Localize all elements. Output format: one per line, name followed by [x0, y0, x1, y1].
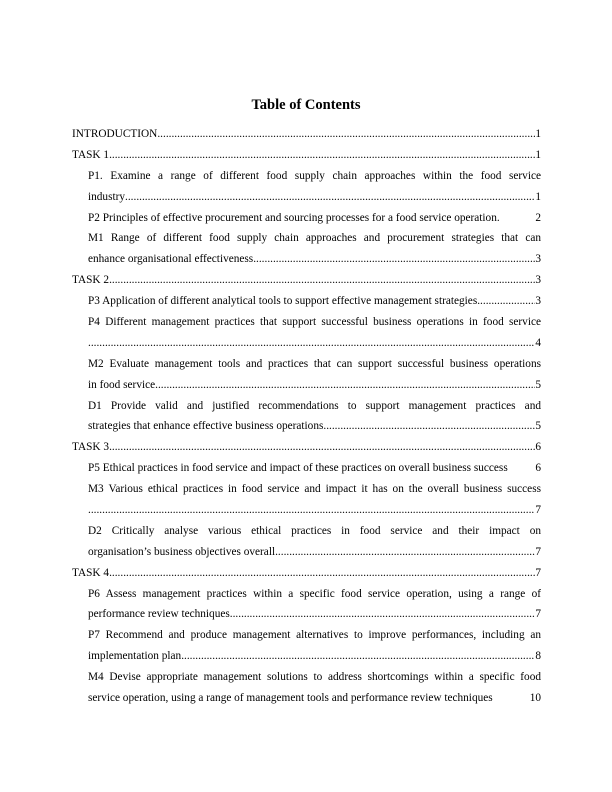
toc-title: Table of Contents	[251, 97, 361, 113]
dot-leader	[125, 187, 535, 208]
toc-entry-task-4[interactable]	[72, 563, 541, 584]
toc-page-number: 1	[535, 128, 541, 140]
toc-entry-text: P5 Ethical practices in food service and impact of these practices on overall business success	[88, 462, 508, 475]
toc-entry-text: INTRODUCTION	[72, 128, 158, 140]
toc-entry-p6-line2[interactable]	[72, 604, 541, 625]
toc-entry-m3-line1[interactable]: M3 Various ethical practices in food service and impact it has on the overall business success	[88, 483, 541, 496]
toc-entry-d1-line1[interactable]: D1 Provide valid and justified recommendations to support management practices and	[88, 399, 541, 412]
toc-entry-p2[interactable]	[72, 208, 541, 229]
toc-entry-text: P3 Application of different analytical tools to support effective management strategies	[88, 295, 478, 308]
toc-entry-p7-line2[interactable]	[72, 646, 541, 667]
toc-entry-m3-line2[interactable]	[72, 500, 541, 521]
toc-entry-m4-line2[interactable]	[72, 688, 541, 709]
toc-page-number: 3	[535, 274, 541, 287]
toc-entry-p4-line1[interactable]: P4 Different management practices that support successful business operations in food service	[88, 316, 541, 329]
dot-leader	[155, 375, 535, 396]
toc-page-number: 5	[535, 378, 541, 391]
dot-leader	[253, 249, 535, 270]
toc-page-number: 7	[535, 566, 541, 579]
dot-leader	[323, 416, 535, 437]
toc-page-number: 3	[535, 295, 541, 308]
toc-entry-m1-line1[interactable]: M1 Range of different food supply chain approaches and procurement strategies that can	[88, 232, 541, 245]
toc-page-number: 3	[535, 253, 541, 266]
toc-page-number: 2	[535, 211, 541, 224]
dot-leader	[157, 124, 535, 145]
toc-entry-p1-line1[interactable]: P1. Examine a range of different food supply chain approaches within the food service	[88, 169, 541, 182]
toc-entry-task-3[interactable]	[72, 437, 541, 458]
toc-entry-d1-line2[interactable]	[72, 416, 541, 437]
toc-entry-p1-line2[interactable]	[72, 187, 541, 208]
toc-page-number: 5	[535, 420, 541, 433]
toc-entry-text: performance review techniques	[88, 608, 230, 621]
toc-entry-p3[interactable]	[72, 291, 541, 312]
toc-entry-m2-line1[interactable]: M2 Evaluate management tools and practices that can support successful business operations	[88, 357, 541, 370]
toc-entry-introduction[interactable]	[72, 124, 541, 145]
toc-entry-text: in food service	[88, 378, 156, 391]
toc-entry-text: organisation’s business objectives overall	[88, 545, 276, 558]
toc-page-number: 7	[535, 504, 541, 517]
toc-page-number: 6	[535, 462, 541, 475]
toc-page-number: 1	[535, 148, 541, 161]
toc-entry-m4-line1[interactable]: M4 Devise appropriate management solutions to address shortcomings within a specific food	[88, 671, 541, 684]
dot-leader	[230, 604, 536, 625]
toc-entry-text: TASK 1	[72, 148, 110, 161]
toc-page-number: 7	[535, 545, 541, 558]
toc-entry-text: enhance organisational effectiveness	[88, 253, 254, 266]
dot-leader	[275, 542, 535, 563]
dot-leader	[88, 333, 535, 354]
toc-page-number: 7	[535, 608, 541, 621]
dot-leader	[109, 270, 535, 291]
dot-leader	[181, 646, 535, 667]
toc-page-number: 1	[535, 190, 541, 203]
dot-leader	[109, 145, 535, 166]
toc-entry-d2-line1[interactable]: D2 Critically analyse various ethical practices in food service and their impact on	[88, 524, 541, 537]
toc-entry-task-2[interactable]	[72, 270, 541, 291]
dot-leader	[88, 500, 535, 521]
toc-entry-p6-line1[interactable]: P6 Assess management practices within a specific food service operation, using a range of	[88, 587, 541, 600]
dot-leader	[109, 437, 535, 458]
toc-entry-m2-line2[interactable]	[72, 375, 541, 396]
toc-entry-text: implementation plan	[88, 650, 182, 663]
toc-entry-d2-line2[interactable]	[72, 542, 541, 563]
toc-entry-text: strategies that enhance effective business operations	[88, 420, 324, 433]
toc-entry-text: P2 Principles of effective procurement and sourcing processes for a food service operation.	[88, 211, 500, 224]
toc-page-number: 10	[529, 692, 541, 705]
toc-entry-task-1[interactable]	[72, 145, 541, 166]
toc-entry-text: TASK 2	[72, 274, 110, 287]
toc-entry-text: TASK 3	[72, 441, 110, 454]
table-of-contents	[72, 124, 541, 709]
toc-page-number: 8	[535, 650, 541, 663]
toc-page-number: 4	[535, 336, 541, 349]
toc-entry-p5[interactable]	[72, 458, 541, 479]
dot-leader	[109, 563, 535, 584]
toc-entry-p7-line1[interactable]: P7 Recommend and produce management alternatives to improve performances, including an	[88, 629, 541, 642]
toc-entry-m1-line2[interactable]	[72, 249, 541, 270]
dot-leader	[477, 291, 535, 312]
toc-entry-text: service operation, using a range of management tools and performance review techniques	[88, 692, 493, 705]
toc-page-number: 6	[535, 441, 541, 454]
toc-entry-p4-line2[interactable]	[72, 333, 541, 354]
toc-entry-text: TASK 4	[72, 566, 110, 579]
toc-entry-text: industry	[88, 190, 126, 203]
